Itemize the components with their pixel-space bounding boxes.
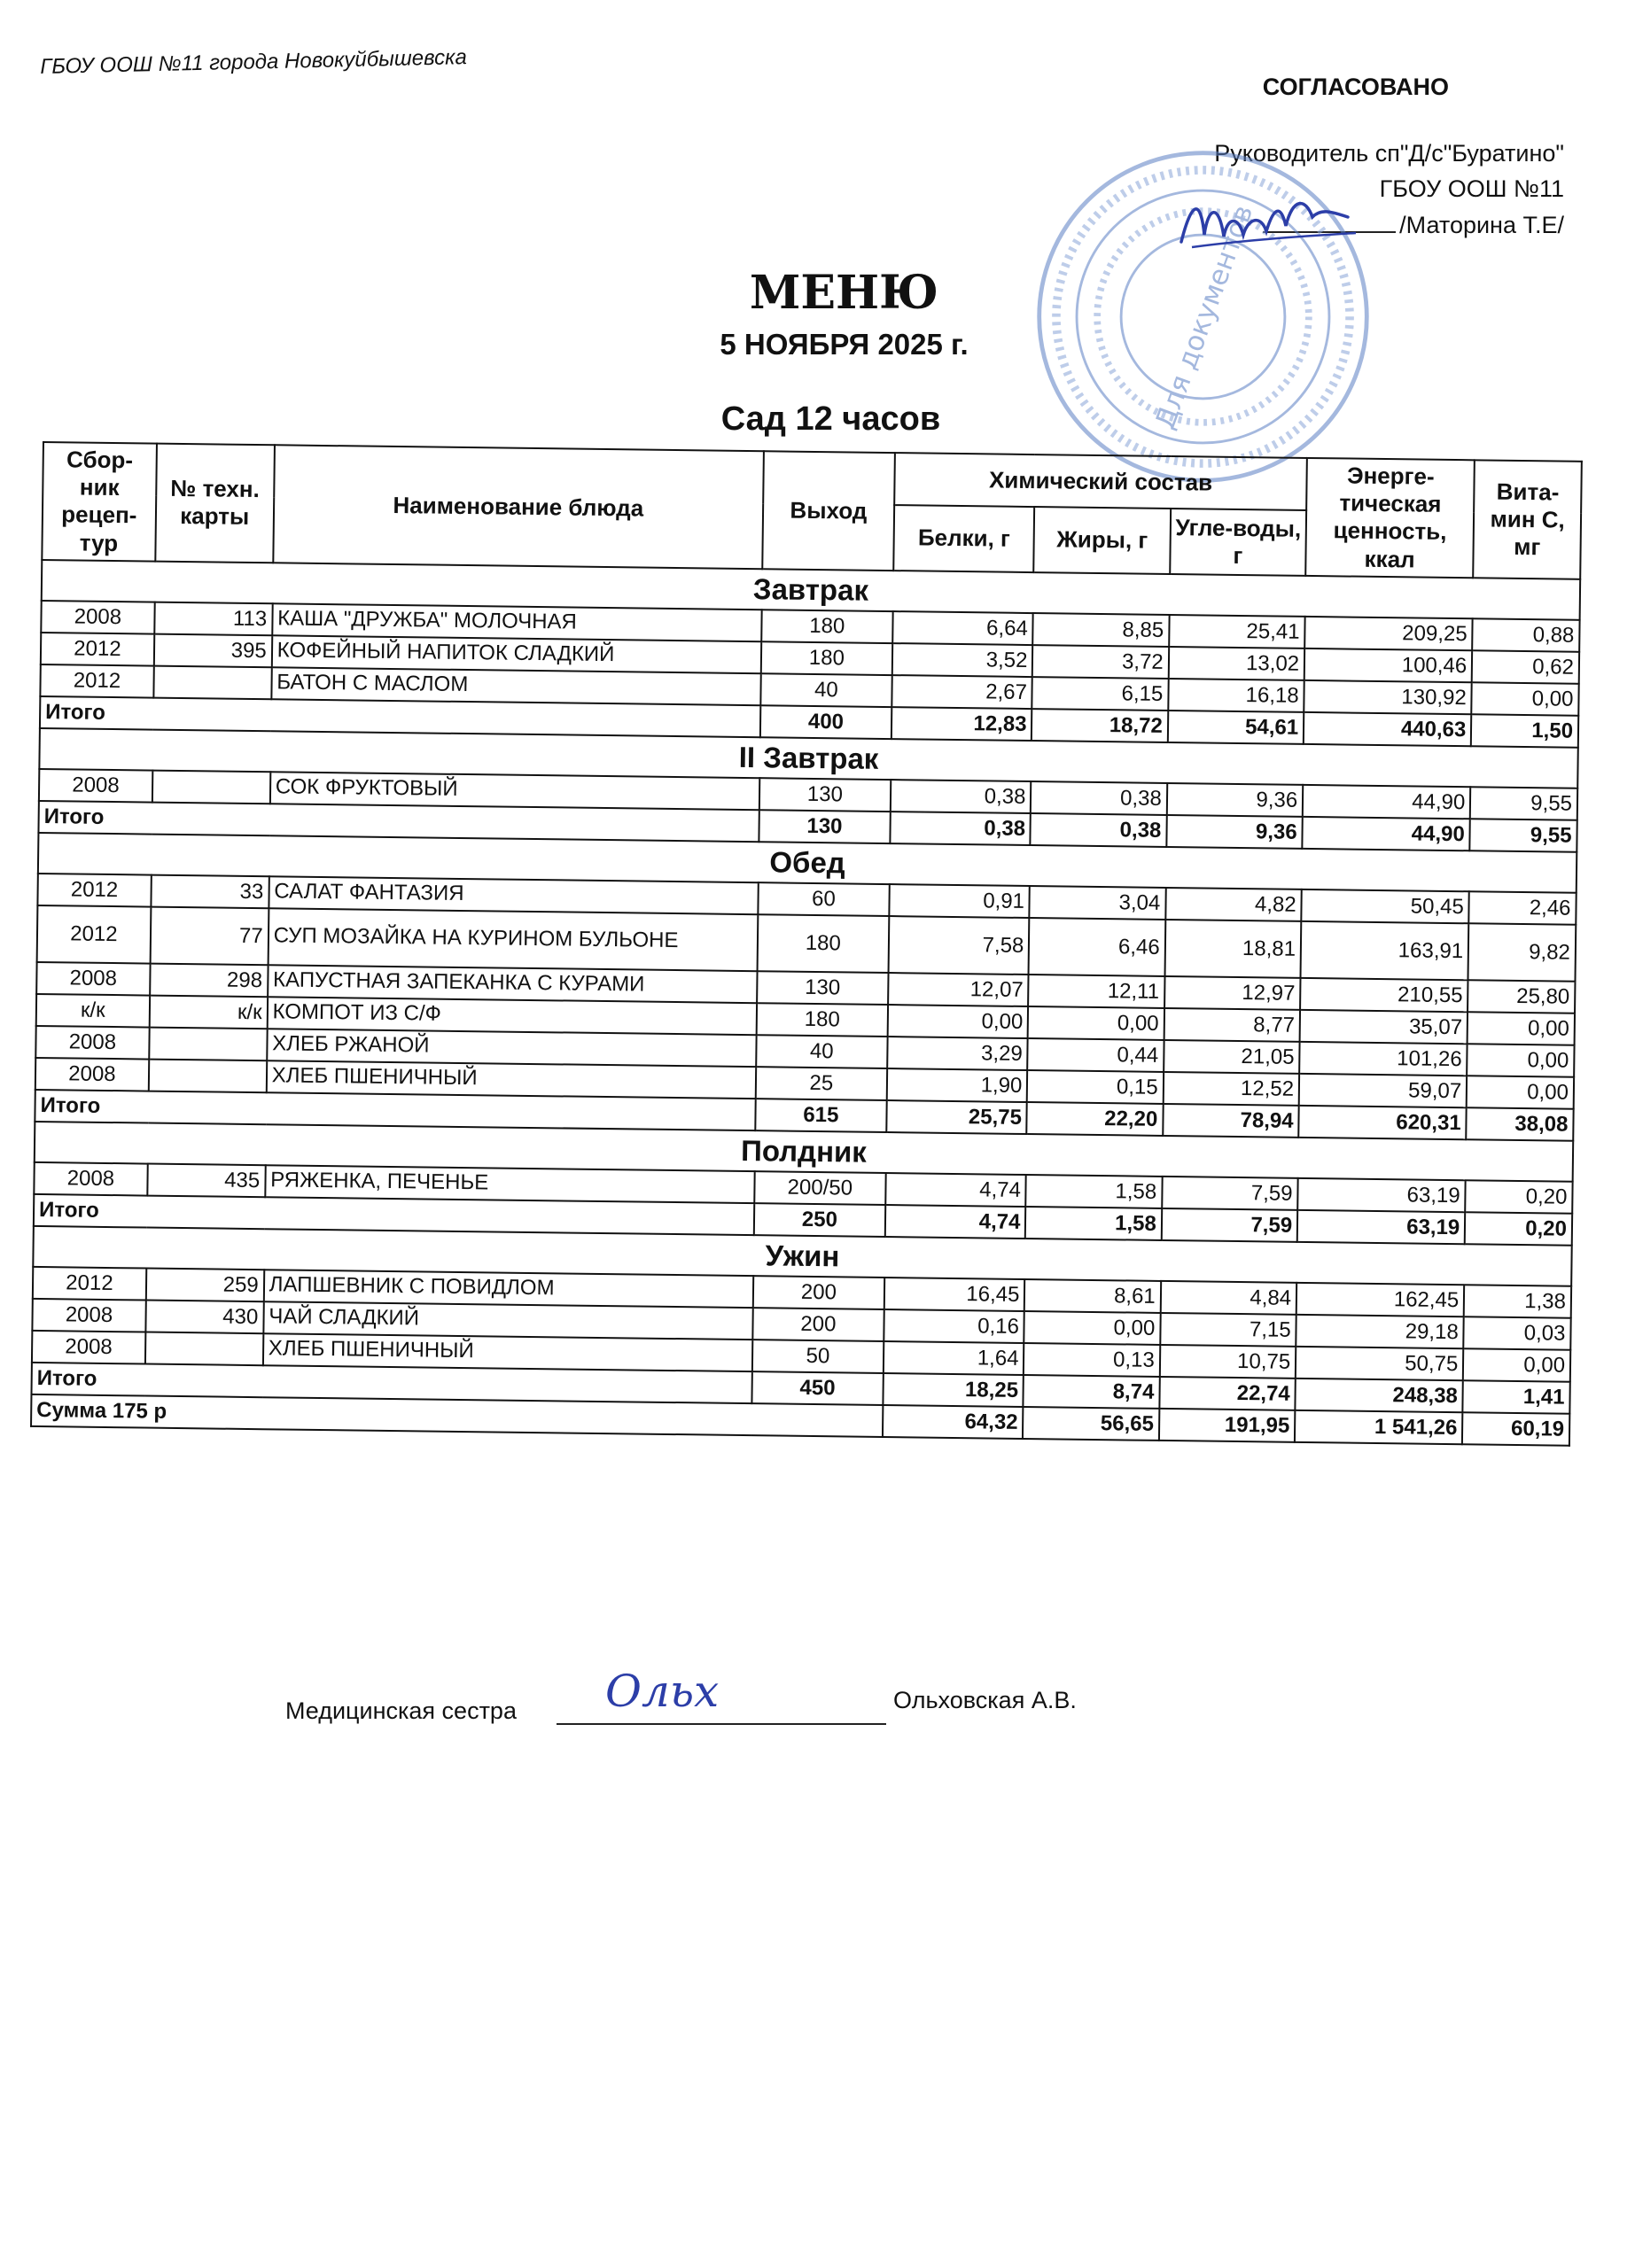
cell-fat: 12,11 bbox=[1029, 975, 1165, 1008]
nurse-label: Медицинская сестра bbox=[285, 1697, 517, 1724]
total-carbs: 22,74 bbox=[1159, 1377, 1296, 1410]
cell-energy: 100,46 bbox=[1304, 649, 1473, 682]
cell-yield: 180 bbox=[761, 641, 893, 675]
cell-dish-name: СУП МОЗАЙКА НА КУРИНОМ БУЛЬОНЕ bbox=[268, 908, 758, 971]
cell-card: 435 bbox=[147, 1163, 265, 1197]
cell-yield: 180 bbox=[761, 610, 893, 643]
cell-dish-name: СОК ФРУКТОВЫЙ bbox=[270, 772, 759, 810]
cell-yield: 200 bbox=[752, 1308, 884, 1341]
cell-energy: 50,75 bbox=[1296, 1347, 1464, 1380]
total-yield: 250 bbox=[754, 1203, 886, 1237]
cell-vitamin: 0,00 bbox=[1463, 1348, 1570, 1382]
cell-protein: 12,07 bbox=[888, 973, 1029, 1006]
cell-vitamin: 9,82 bbox=[1468, 923, 1577, 982]
cell-collection: 2012 bbox=[37, 905, 152, 964]
cell-card bbox=[145, 1332, 263, 1365]
cell-protein: 0,91 bbox=[889, 884, 1030, 918]
cell-vitamin: 0,00 bbox=[1467, 1044, 1574, 1077]
cell-energy: 209,25 bbox=[1304, 617, 1473, 650]
total-protein: 12,83 bbox=[891, 707, 1032, 741]
cell-fat: 3,72 bbox=[1032, 645, 1169, 679]
cell-carbs: 12,97 bbox=[1164, 976, 1301, 1010]
cell-carbs: 16,18 bbox=[1168, 679, 1304, 712]
cell-collection: 2008 bbox=[32, 1331, 145, 1364]
total-vitamin: 1,50 bbox=[1471, 714, 1578, 748]
document-title: МЕНЮ bbox=[749, 266, 939, 320]
cell-fat: 8,61 bbox=[1024, 1279, 1161, 1313]
approval-line-3: /Маторина Т.Е/ bbox=[1399, 211, 1564, 238]
cell-dish-name: БАТОН С МАСЛОМ bbox=[271, 667, 760, 705]
cell-carbs: 25,41 bbox=[1169, 615, 1305, 649]
cell-vitamin: 9,55 bbox=[1470, 787, 1577, 820]
cell-energy: 130,92 bbox=[1304, 680, 1472, 714]
nurse-name: Ольховская А.В. bbox=[893, 1687, 1077, 1713]
cell-carbs: 9,36 bbox=[1167, 783, 1304, 817]
cell-protein: 2,67 bbox=[891, 675, 1032, 709]
cell-vitamin: 0,00 bbox=[1467, 1076, 1574, 1109]
cell-yield: 50 bbox=[752, 1340, 884, 1373]
cell-protein: 3,29 bbox=[887, 1037, 1028, 1070]
cell-fat: 6,46 bbox=[1029, 918, 1165, 976]
menu-table bbox=[30, 441, 1583, 1447]
cell-vitamin: 2,46 bbox=[1469, 891, 1577, 925]
cell-protein: 0,00 bbox=[888, 1005, 1029, 1038]
organization-name: ГБОУ ООШ №11 города Новокуйбышевска bbox=[40, 45, 468, 79]
menu-table-body bbox=[31, 560, 1580, 1446]
header-card: № техн. карты bbox=[155, 444, 275, 563]
approval-title: СОГЛАСОВАНО bbox=[1262, 74, 1449, 100]
total-energy: 248,38 bbox=[1296, 1379, 1464, 1412]
cell-vitamin: 0,03 bbox=[1464, 1317, 1571, 1350]
cell-energy: 50,45 bbox=[1301, 889, 1469, 923]
section-title: II Завтрак bbox=[39, 728, 1577, 788]
nurse-signature bbox=[598, 1655, 740, 1726]
total-energy: 440,63 bbox=[1304, 712, 1472, 746]
cell-carbs: 18,81 bbox=[1164, 920, 1301, 978]
cell-yield: 200/50 bbox=[754, 1171, 886, 1205]
cell-fat: 0,00 bbox=[1024, 1311, 1161, 1345]
total-yield: 450 bbox=[751, 1371, 884, 1405]
cell-carbs: 7,59 bbox=[1162, 1177, 1298, 1210]
cell-dish-name: КОФЕЙНЫЙ НАПИТОК СЛАДКИЙ bbox=[272, 635, 761, 673]
section-title: Обед bbox=[38, 833, 1577, 893]
cell-collection: 2008 bbox=[34, 1162, 147, 1196]
header-collection: Сбор-ник рецеп-тур bbox=[42, 442, 156, 561]
total-carbs: 78,94 bbox=[1163, 1104, 1299, 1138]
cell-carbs: 12,52 bbox=[1163, 1072, 1299, 1106]
cell-energy: 210,55 bbox=[1300, 978, 1468, 1012]
cell-collection: 2012 bbox=[41, 633, 154, 666]
cell-protein: 4,74 bbox=[885, 1173, 1026, 1207]
total-energy: 620,31 bbox=[1298, 1106, 1467, 1139]
cell-dish-name: ХЛЕБ ПШЕНИЧНЫЙ bbox=[266, 1060, 755, 1099]
cell-card bbox=[153, 665, 271, 699]
cell-energy: 44,90 bbox=[1303, 785, 1471, 819]
cell-protein: 1,64 bbox=[884, 1341, 1024, 1375]
cell-carbs: 8,77 bbox=[1164, 1008, 1300, 1042]
total-fat: 8,74 bbox=[1024, 1375, 1160, 1409]
cell-card: 113 bbox=[154, 602, 272, 635]
cell-collection: 2008 bbox=[39, 769, 152, 803]
cell-card: 298 bbox=[150, 963, 268, 997]
total-fat: 22,20 bbox=[1027, 1102, 1164, 1136]
total-fat: 1,58 bbox=[1025, 1207, 1162, 1240]
cell-fat: 0,13 bbox=[1024, 1343, 1160, 1377]
total-fat: 0,38 bbox=[1031, 813, 1167, 847]
total-label: Итого bbox=[34, 1194, 754, 1235]
cell-yield: 130 bbox=[759, 778, 891, 812]
cell-yield: 200 bbox=[753, 1276, 885, 1309]
cell-collection: к/к bbox=[36, 994, 150, 1028]
cell-energy: 162,45 bbox=[1296, 1283, 1465, 1317]
cell-dish-name: КАПУСТНАЯ ЗАПЕКАНКА С КУРАМИ bbox=[268, 965, 757, 1003]
cell-protein: 16,45 bbox=[884, 1278, 1025, 1311]
total-vitamin: 38,08 bbox=[1467, 1107, 1574, 1141]
sum-vitamin: 60,19 bbox=[1462, 1412, 1569, 1446]
cell-collection: 2008 bbox=[41, 601, 154, 634]
cell-vitamin: 1,38 bbox=[1464, 1285, 1571, 1318]
header-vitamin: Вита-мин С, мг bbox=[1473, 460, 1581, 579]
cell-card: 430 bbox=[145, 1300, 263, 1333]
header-carbs: Угле-воды, г bbox=[1170, 509, 1306, 576]
sum-label: Сумма 175 р bbox=[31, 1394, 883, 1437]
cell-vitamin: 0,88 bbox=[1472, 618, 1579, 652]
cell-yield: 180 bbox=[756, 1003, 888, 1037]
total-protein: 4,74 bbox=[885, 1205, 1026, 1239]
cell-energy: 63,19 bbox=[1297, 1178, 1466, 1212]
total-vitamin: 1,41 bbox=[1463, 1380, 1570, 1414]
cell-carbs: 10,75 bbox=[1160, 1345, 1296, 1379]
cell-yield: 40 bbox=[756, 1035, 888, 1068]
menu-table-wrapper bbox=[30, 441, 1583, 1447]
cell-card bbox=[149, 1059, 267, 1092]
total-fat: 18,72 bbox=[1032, 709, 1168, 742]
total-label: Итого bbox=[38, 801, 759, 842]
total-label: Итого bbox=[35, 1090, 755, 1130]
total-label: Итого bbox=[31, 1363, 751, 1403]
total-carbs: 54,61 bbox=[1168, 711, 1304, 744]
cell-dish-name: ЧАЙ СЛАДКИЙ bbox=[263, 1301, 752, 1340]
header-chem: Химический состав bbox=[894, 453, 1307, 510]
total-energy: 44,90 bbox=[1302, 817, 1470, 850]
cell-yield: 130 bbox=[757, 971, 889, 1005]
total-yield: 615 bbox=[755, 1099, 887, 1132]
cell-dish-name: ЛАПШЕВНИК С ПОВИДЛОМ bbox=[264, 1270, 753, 1308]
section-title: Завтрак bbox=[42, 560, 1580, 620]
total-protein: 25,75 bbox=[886, 1100, 1027, 1134]
cell-card bbox=[152, 770, 270, 804]
cell-energy: 101,26 bbox=[1299, 1042, 1468, 1076]
total-label: Итого bbox=[40, 696, 760, 737]
sum-carbs: 191,95 bbox=[1159, 1409, 1296, 1442]
cell-dish-name: ХЛЕБ ПШЕНИЧНЫЙ bbox=[263, 1333, 752, 1371]
menu-subtitle: Сад 12 часов bbox=[720, 400, 941, 438]
cell-vitamin: 25,80 bbox=[1468, 980, 1575, 1014]
cell-fat: 0,38 bbox=[1031, 781, 1167, 815]
cell-vitamin: 0,00 bbox=[1468, 1012, 1575, 1045]
cell-energy: 35,07 bbox=[1300, 1010, 1468, 1044]
total-protein: 0,38 bbox=[890, 812, 1031, 845]
approval-line-1: Руководитель сп"Д/с"Буратино" bbox=[1214, 139, 1564, 167]
cell-yield: 180 bbox=[757, 914, 889, 973]
cell-protein: 7,58 bbox=[889, 916, 1030, 975]
cell-yield: 60 bbox=[758, 882, 890, 916]
cell-collection: 2008 bbox=[35, 1058, 149, 1091]
cell-collection: 2008 bbox=[36, 962, 150, 996]
cell-card: 33 bbox=[151, 874, 269, 908]
header-protein: Белки, г bbox=[893, 505, 1034, 572]
sum-energy: 1 541,26 bbox=[1295, 1410, 1463, 1444]
cell-dish-name: КАША "ДРУЖБА" МОЛОЧНАЯ bbox=[272, 603, 761, 641]
cell-collection: 2012 bbox=[40, 664, 153, 698]
cell-dish-name: САЛАТ ФАНТАЗИЯ bbox=[269, 876, 758, 914]
approval-line-2: ГБОУ ООШ №11 bbox=[1379, 175, 1564, 202]
total-carbs: 9,36 bbox=[1166, 815, 1303, 849]
cell-vitamin: 0,20 bbox=[1465, 1180, 1572, 1214]
cell-card: 259 bbox=[146, 1268, 264, 1301]
cell-yield: 25 bbox=[755, 1067, 887, 1100]
cell-fat: 6,15 bbox=[1032, 677, 1169, 711]
cell-carbs: 13,02 bbox=[1169, 647, 1305, 680]
header-yield: Выход bbox=[762, 451, 895, 571]
section-title: Полдник bbox=[35, 1122, 1573, 1182]
cell-fat: 0,15 bbox=[1027, 1070, 1164, 1104]
director-signature bbox=[1174, 190, 1360, 252]
cell-carbs: 7,15 bbox=[1160, 1313, 1296, 1347]
cell-protein: 0,16 bbox=[884, 1309, 1024, 1343]
total-yield: 400 bbox=[760, 705, 892, 739]
sum-protein: 64,32 bbox=[883, 1405, 1024, 1439]
cell-dish-name: РЯЖЕНКА, ПЕЧЕНЬЕ bbox=[265, 1165, 754, 1203]
section-title: Ужин bbox=[33, 1226, 1571, 1286]
nurse-signature-text: Ольх bbox=[605, 1666, 720, 1717]
total-vitamin: 9,55 bbox=[1470, 819, 1577, 852]
cell-collection: 2008 bbox=[35, 1026, 149, 1060]
cell-collection: 2012 bbox=[37, 874, 151, 907]
cell-fat: 1,58 bbox=[1026, 1175, 1163, 1208]
cell-energy: 29,18 bbox=[1296, 1315, 1464, 1348]
cell-collection: 2012 bbox=[33, 1267, 146, 1301]
header-fat: Жиры, г bbox=[1034, 507, 1171, 574]
total-energy: 63,19 bbox=[1297, 1210, 1466, 1244]
cell-card: 77 bbox=[150, 906, 269, 965]
total-vitamin: 0,20 bbox=[1465, 1212, 1572, 1246]
sum-fat: 56,65 bbox=[1023, 1407, 1159, 1441]
cell-carbs: 21,05 bbox=[1164, 1040, 1300, 1074]
stamp-text: Для документов bbox=[1148, 200, 1260, 434]
header-energy: Энерге-тическая ценность, ккал bbox=[1305, 458, 1475, 578]
cell-fat: 3,04 bbox=[1030, 886, 1166, 920]
cell-card: к/к bbox=[149, 995, 267, 1029]
cell-yield: 40 bbox=[760, 673, 892, 707]
cell-collection: 2008 bbox=[32, 1299, 145, 1332]
cell-dish-name: КОМПОТ ИЗ С/Ф bbox=[267, 997, 756, 1035]
cell-protein: 3,52 bbox=[892, 643, 1033, 677]
cell-card: 395 bbox=[154, 633, 272, 667]
cell-fat: 8,85 bbox=[1033, 613, 1170, 647]
cell-energy: 59,07 bbox=[1299, 1074, 1468, 1107]
cell-protein: 0,38 bbox=[891, 780, 1032, 813]
cell-energy: 163,91 bbox=[1301, 921, 1469, 980]
cell-vitamin: 0,62 bbox=[1472, 650, 1579, 684]
cell-dish-name: ХЛЕБ РЖАНОЙ bbox=[267, 1029, 756, 1067]
cell-fat: 0,44 bbox=[1028, 1038, 1164, 1072]
cell-protein: 6,64 bbox=[892, 611, 1033, 645]
total-yield: 130 bbox=[759, 810, 891, 843]
cell-fat: 0,00 bbox=[1028, 1006, 1164, 1040]
total-carbs: 7,59 bbox=[1162, 1208, 1298, 1242]
total-protein: 18,25 bbox=[883, 1373, 1024, 1407]
cell-carbs: 4,82 bbox=[1165, 888, 1302, 921]
cell-protein: 1,90 bbox=[887, 1068, 1028, 1102]
cell-card bbox=[149, 1027, 267, 1060]
menu-date: 5 НОЯБРЯ 2025 г. bbox=[720, 328, 969, 361]
cell-vitamin: 0,00 bbox=[1472, 682, 1579, 716]
cell-carbs: 4,84 bbox=[1161, 1281, 1297, 1315]
header-name: Наименование блюда bbox=[273, 445, 764, 569]
